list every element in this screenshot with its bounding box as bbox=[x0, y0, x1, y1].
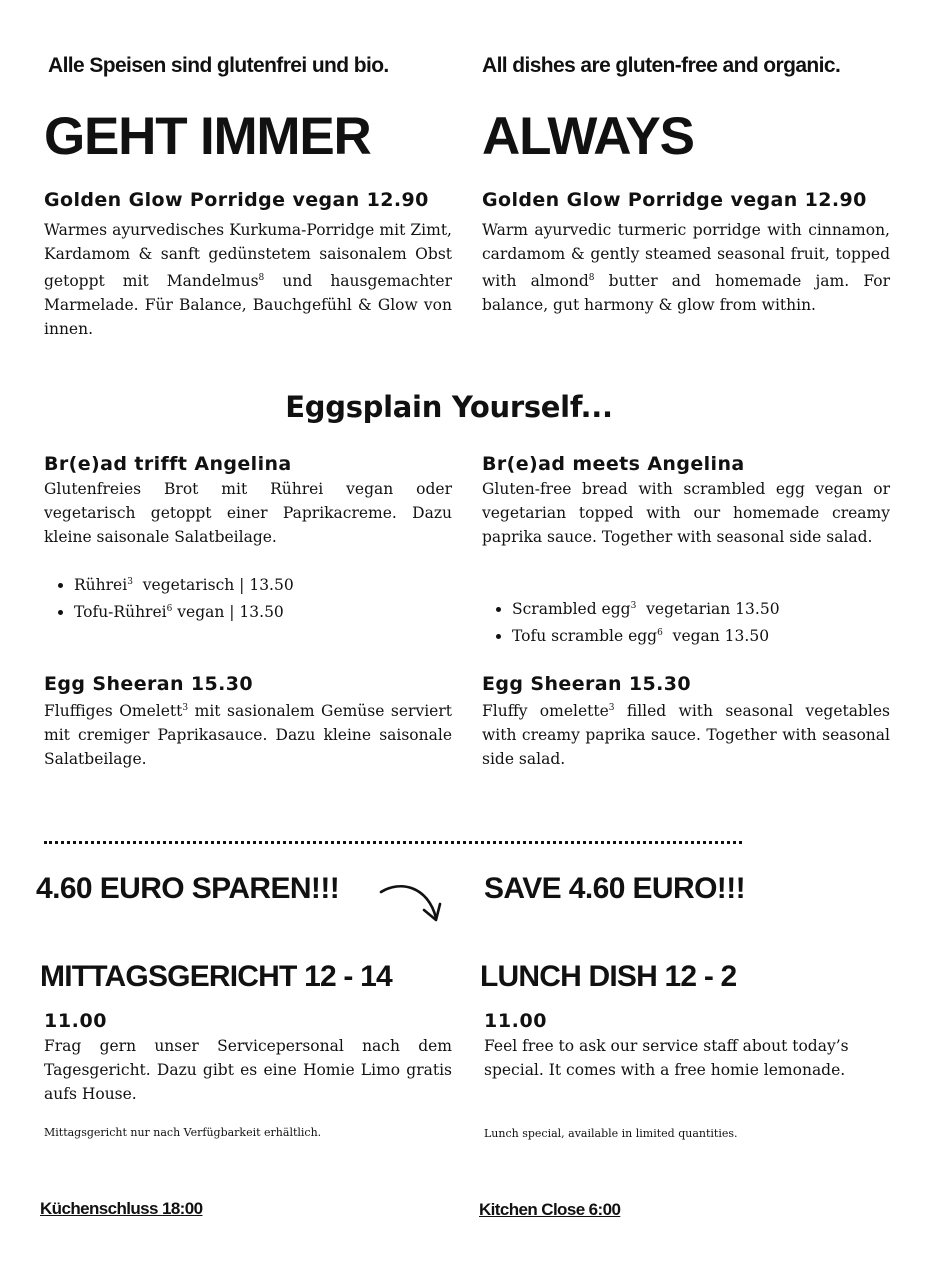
en-dish-bread-angelina: Br(e)ad meets Angelina bbox=[482, 453, 745, 475]
de-dish-bread-angelina: Br(e)ad trifft Angelina bbox=[44, 453, 292, 475]
de-lunch-price: 11.00 bbox=[44, 1010, 108, 1032]
en-kitchen-close: Kitchen Close 6:00 bbox=[479, 1200, 621, 1219]
list-item: • Tofu scramble egg$^6$ vegan 13.50 bbox=[512, 621, 920, 648]
de-bread-description: Glutenfreies Brot mit Rührei vegan oder vegetarisch getoppt einer Paprikacreme. Dazu kleine saisonale Salatbeilage. bbox=[44, 480, 452, 546]
de-promo-save: 4.60 EURO SPAREN!!! bbox=[36, 872, 340, 905]
de-dish-egg-sheeran: Egg Sheeran 15.30 bbox=[44, 673, 254, 695]
de-bread-options bbox=[44, 570, 482, 624]
en-dish-egg-sheeran: Egg Sheeran 15.30 bbox=[482, 673, 692, 695]
de-lunch-note: Mittagsgericht nur nach Verfügbarkeit erhältlich. bbox=[44, 1126, 322, 1139]
dotted-divider bbox=[44, 841, 742, 844]
de-egg-sheeran-description: Fluffiges Omelett$^3$ mit sasionalem Gemüse serviert mit cremiger Paprikasauce. Dazu kleine saisonale Salatbeilage. bbox=[44, 702, 452, 769]
de-lunch-description: Frag gern unser Servicepersonal nach dem Tagesgericht. Dazu gibt es eine Homie Limo gratis aufs House. bbox=[44, 1037, 452, 1103]
en-promo-save: SAVE 4.60 EURO!!! bbox=[484, 872, 745, 905]
curved-arrow-icon bbox=[378, 880, 444, 930]
en-tagline: All dishes are gluten-free and organic. bbox=[482, 54, 841, 77]
de-lunch-title: MITTAGSGERICHT 12 - 14 bbox=[40, 960, 392, 993]
en-lunch-note: Lunch special, available in limited quantities. bbox=[484, 1127, 738, 1140]
de-kitchen-close: Küchenschluss 18:00 bbox=[40, 1199, 203, 1218]
section-title-eggs: Eggsplain Yourself... bbox=[285, 390, 613, 424]
en-lunch-price: 11.00 bbox=[484, 1010, 548, 1032]
de-dish-porridge: Golden Glow Porridge vegan 12.90 bbox=[44, 189, 429, 211]
en-dish-porridge: Golden Glow Porridge vegan 12.90 bbox=[482, 189, 867, 211]
en-section-title-always: ALWAYS bbox=[482, 107, 694, 166]
en-egg-sheeran-description: Fluffy omelette$^3$ filled with seasonal vegetables with creamy paprika sauce. Together with seasonal side salad. bbox=[482, 702, 891, 769]
de-section-title-always: GEHT IMMER bbox=[44, 107, 371, 166]
en-lunch-title: LUNCH DISH 12 - 2 bbox=[480, 960, 737, 993]
en-bread-options bbox=[482, 594, 920, 648]
en-porridge-description: Warm ayurvedic turmeric porridge with cinnamon, cardamom & gently steamed seasonal fruit, topped with almond$^8$ butter and homemade jam. For balance, gut harmony & glow from within. bbox=[482, 221, 890, 315]
de-tagline: Alle Speisen sind glutenfrei und bio. bbox=[48, 54, 389, 77]
list-item: • Rührei$^3$ vegetarisch | 13.50 bbox=[74, 570, 482, 597]
list-item: • Tofu-Rührei$^6$ vegan | 13.50 bbox=[74, 597, 482, 624]
list-item: • Scrambled egg$^3$ vegetarian 13.50 bbox=[512, 594, 920, 621]
en-lunch-description: Feel free to ask our service staff about today’s special. It comes with a free homie lemonade. bbox=[484, 1037, 849, 1079]
de-porridge-description: Warmes ayurvedisches Kurkuma-Porridge mit Zimt, Kardamom & sanft gedünstetem saisonalem Obst getoppt mit Mandelmus$^8$ und hausgemachter Marmelade. Für Balance, Bauchgefühl & Glow von innen. bbox=[44, 221, 452, 339]
en-bread-description: Gluten-free bread with scrambled egg vegan or vegetarian topped with our homemade creamy paprika sauce. Together with seasonal side salad. bbox=[482, 480, 890, 546]
